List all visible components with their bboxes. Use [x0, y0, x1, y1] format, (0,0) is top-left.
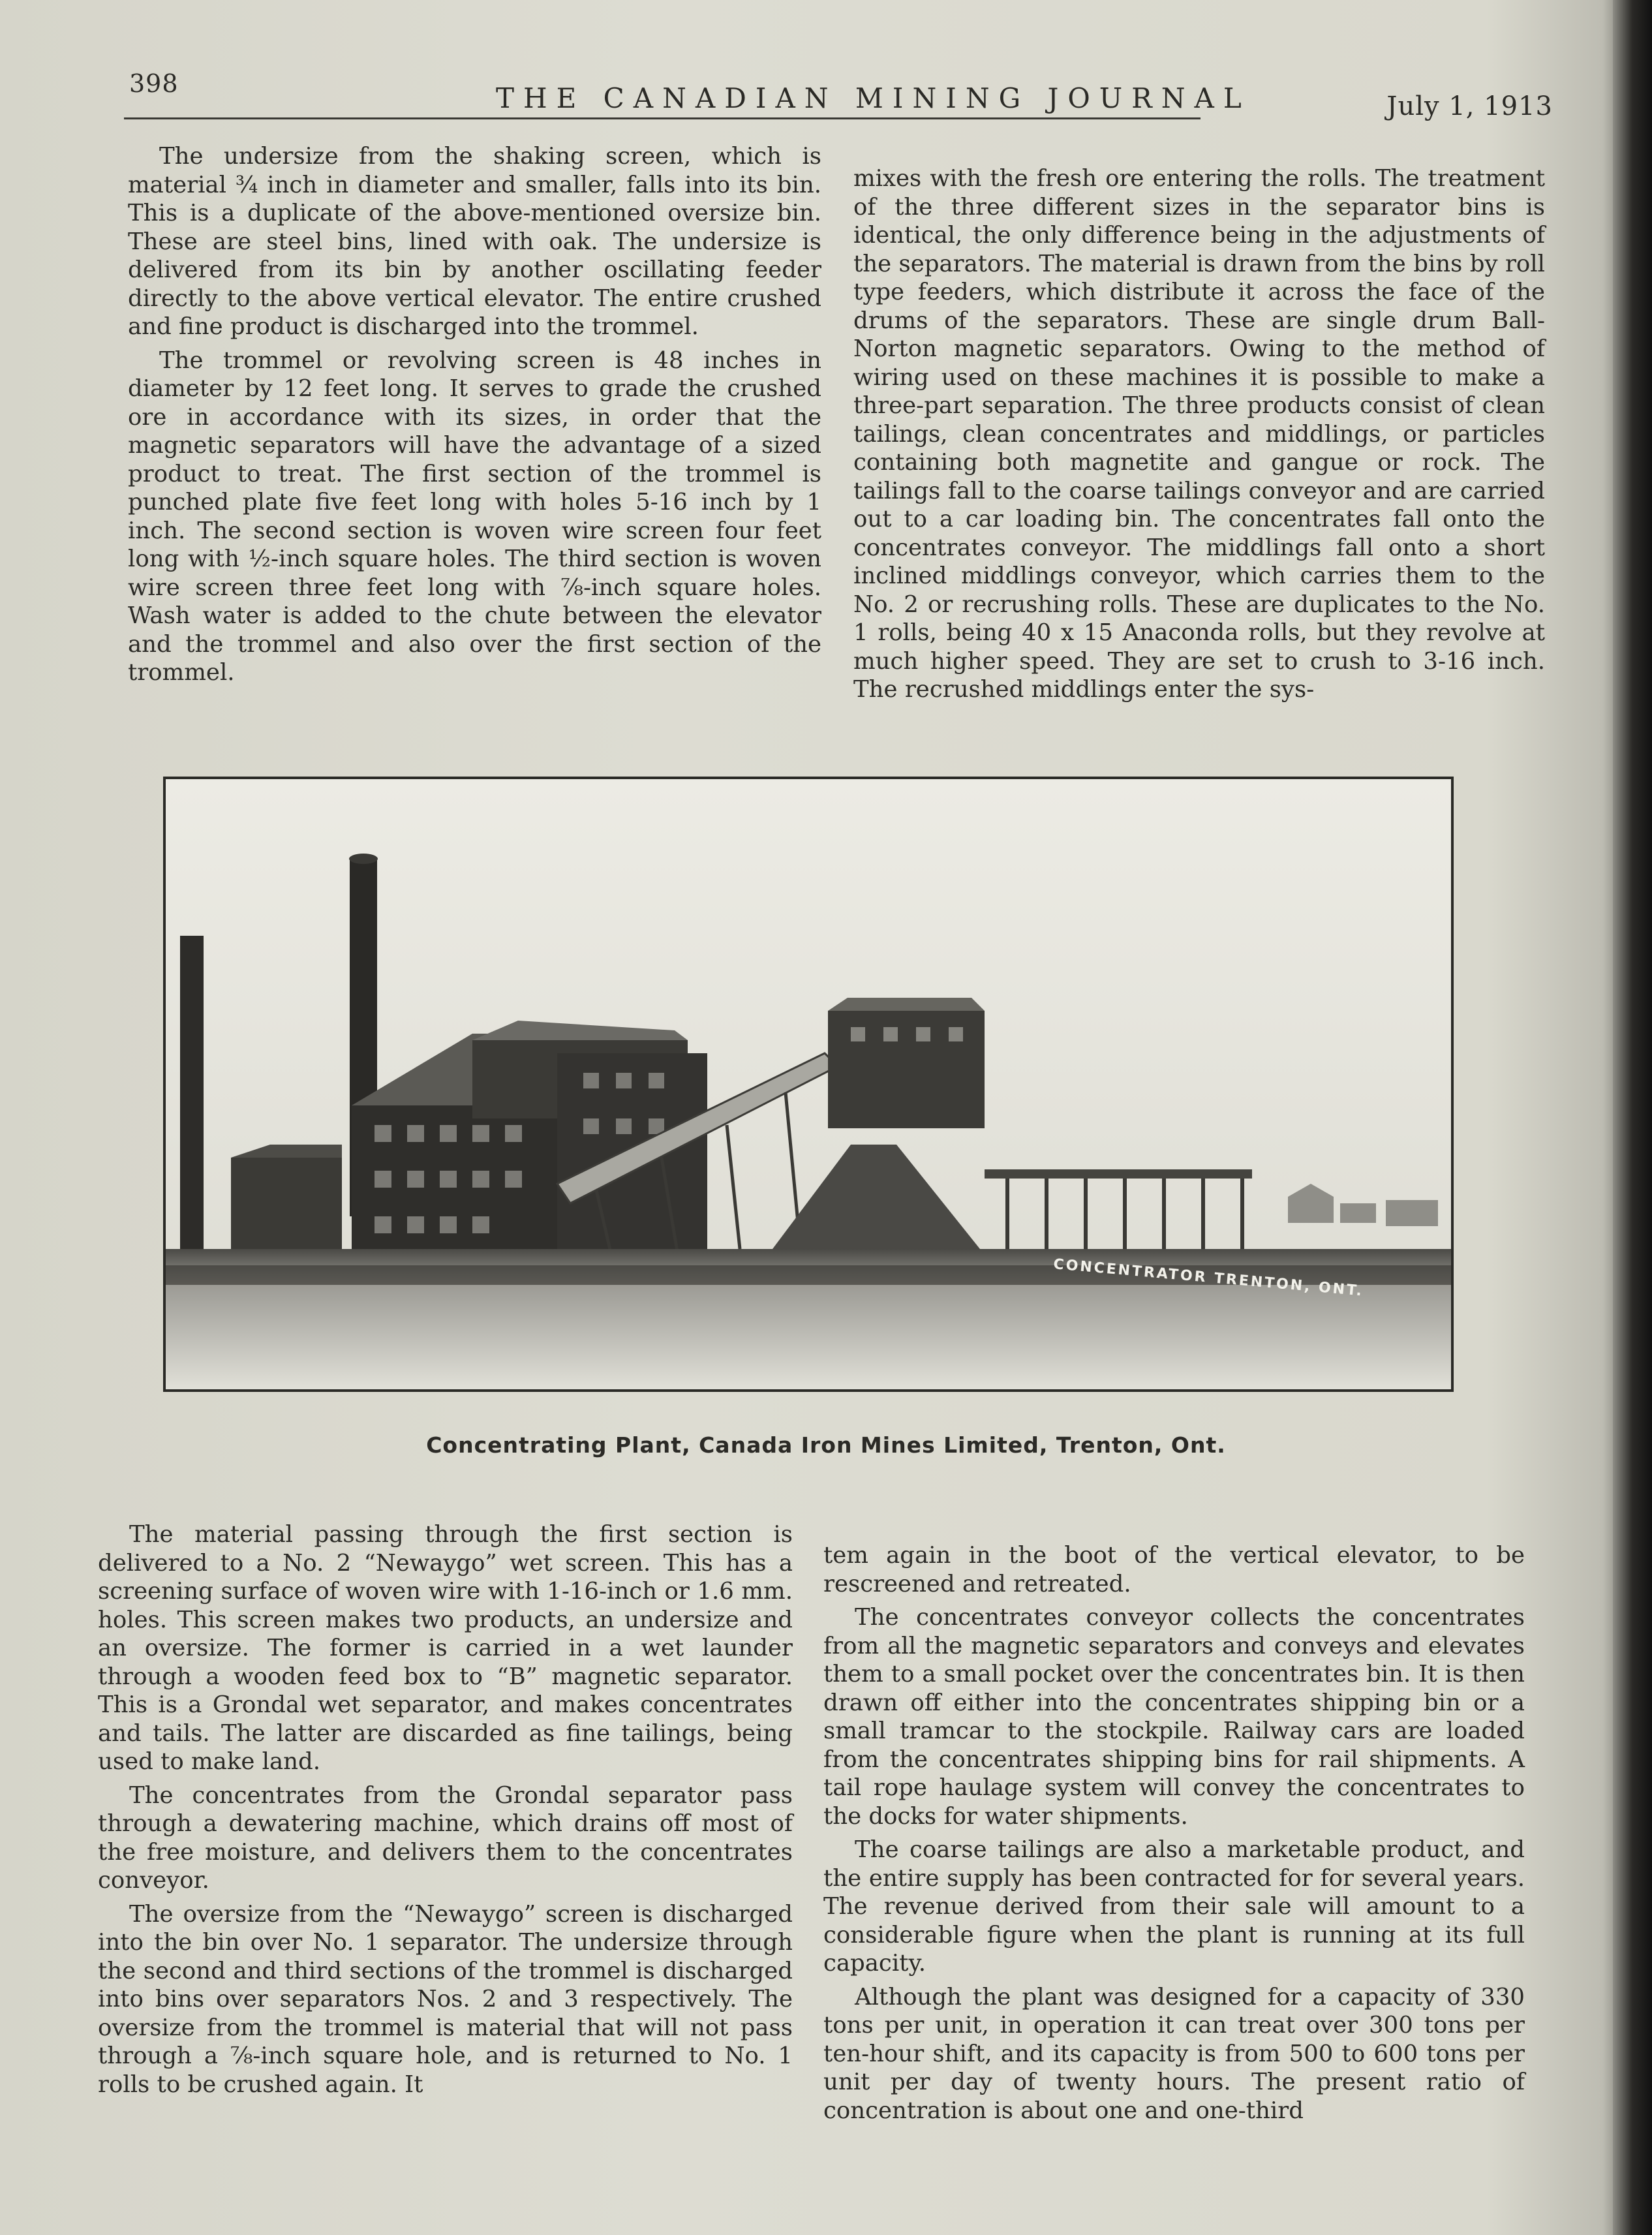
paragraph: The coarse tailings are also a marketable product, and the entire supply has been contracted for for several years. The revenue derived from their sale will amount to a considerable figure when the plant is running at its full capacity. [823, 1836, 1525, 1977]
paragraph: The concentrates conveyor collects the concentrates from all the magnetic separators and conveys and elevates them to a small pocket over the concentrates bin. It is then drawn off either into the concentrates shipping bin or a small tramcar to the stockpile. Railway cars are loaded from the concentrates shipping bins for rail shipments. A tail rope haulage system will convey the concentrates to the docks for water shipments. [823, 1604, 1525, 1830]
photo-caption: Concentrating Plant, Canada Iron Mines Limited, Trenton, Ont. [426, 1432, 1226, 1458]
column-top-left [128, 142, 821, 692]
column-bottom-right [823, 1541, 1525, 2130]
paragraph: tem again in the boot of the vertical elevator, to be rescreened and retreated. [823, 1542, 1525, 1597]
paragraph: The material passing through the first section is delivered to a No. 2 “Newaygo” wet screen. This has a screening surface of woven wire with 1-16-inch or 1.6 mm. holes. This screen makes two products, an undersize and an oversize. The former is carried in a wet launder through a wooden feed box to “B” magnetic separator. This is a Grondal wet separator, and makes concentrates and tails. The latter are discarded as fine tailings, being used to make land. [98, 1521, 793, 1775]
paragraph: mixes with the fresh ore entering the rolls. The treatment of the three different sizes in the separator bins is identical, the only difference being in the adjustments of the separators. The material is drawn from the bins by roll type feeders, which distribute it across the face of the drums of the separators. These are single drum Ball-Norton magnetic separators. Owing to the method of wiring used on these machines it is possible to make a three-part separation. The three products consist of clean tailings, clean concentrates and middlings, or particles containing both magnetite and gangue or rock. The tailings fall to the coarse tailings conveyor and are carried out to a car loading bin. The concentrates fall onto the concentrates conveyor. The middlings fall onto a short inclined middlings conveyor, which carries them to the No. 2 or recrushing rolls. These are duplicates to the No. 1 rolls, being 40 x 15 Anaconda rolls, but they revolve at much higher speed. They are set to crush to 3-16 inch. The recrushed middlings enter the sys- [853, 165, 1545, 703]
journal-title: THE CANADIAN MINING JOURNAL [496, 82, 1251, 114]
column-bottom-left [98, 1520, 793, 2104]
paragraph: The trommel or revolving screen is 48 inches in diameter by 12 feet long. It serves to grade the crushed ore in accordance with its sizes, in order that the magnetic separators will have the advantage of a sized product to treat. The first section of the trommel is punched plate five feet long with holes 5-16 inch by 1 inch. The second section is woven wire screen four feet long with ½-inch square holes. The third section is woven wire screen three feet long with ⅞-inch square holes. Wash water is added to the chute between the elevator and the trommel and also over the first section of the trommel. [128, 347, 821, 686]
page-number: 398 [129, 69, 179, 98]
paragraph: The undersize from the shaking screen, which is material ¾ inch in diameter and smaller, falls into its bin. This is a duplicate of the above-mentioned oversize bin. These are steel bins, lined with oak. The undersize is delivered from its bin by another oscillating feeder directly to the above vertical elevator. The entire crushed and fine product is discharged into the trommel. [128, 143, 821, 340]
paragraph: The concentrates from the Grondal separator pass through a dewatering machine, which drains off most of the free moisture, and delivers them to the concentrates conveyor. [98, 1781, 793, 1894]
paragraph: The oversize from the “Newaygo” screen is discharged into the bin over No. 1 separator. The undersize through the second and third sections of the trommel is discharged into bins over separators Nos. 2 and 3 respectively. The oversize from the trommel is material that will not pass through a ⅞-inch square hole, and is returned to No. 1 rolls to be crushed again. It [98, 1900, 793, 2098]
column-top-right [853, 164, 1545, 709]
plant-photograph [163, 777, 1454, 1392]
issue-date: July 1, 1913 [1386, 91, 1553, 121]
running-header [124, 65, 1553, 124]
book-spine-shadow [1613, 0, 1652, 2235]
header-rule [124, 117, 1201, 119]
photo-inscription: CONCENTRATOR TRENTON, ONT. [1052, 1256, 1364, 1300]
paragraph: Although the plant was designed for a capacity of 330 tons per unit, in operation it can treat over 300 tons per ten-hour shift, and its capacity is from 500 to 600 tons per unit per day of twenty hours. The present ratio of concentration is about one and one-third [823, 1983, 1525, 2124]
chimney-left [180, 936, 204, 1275]
